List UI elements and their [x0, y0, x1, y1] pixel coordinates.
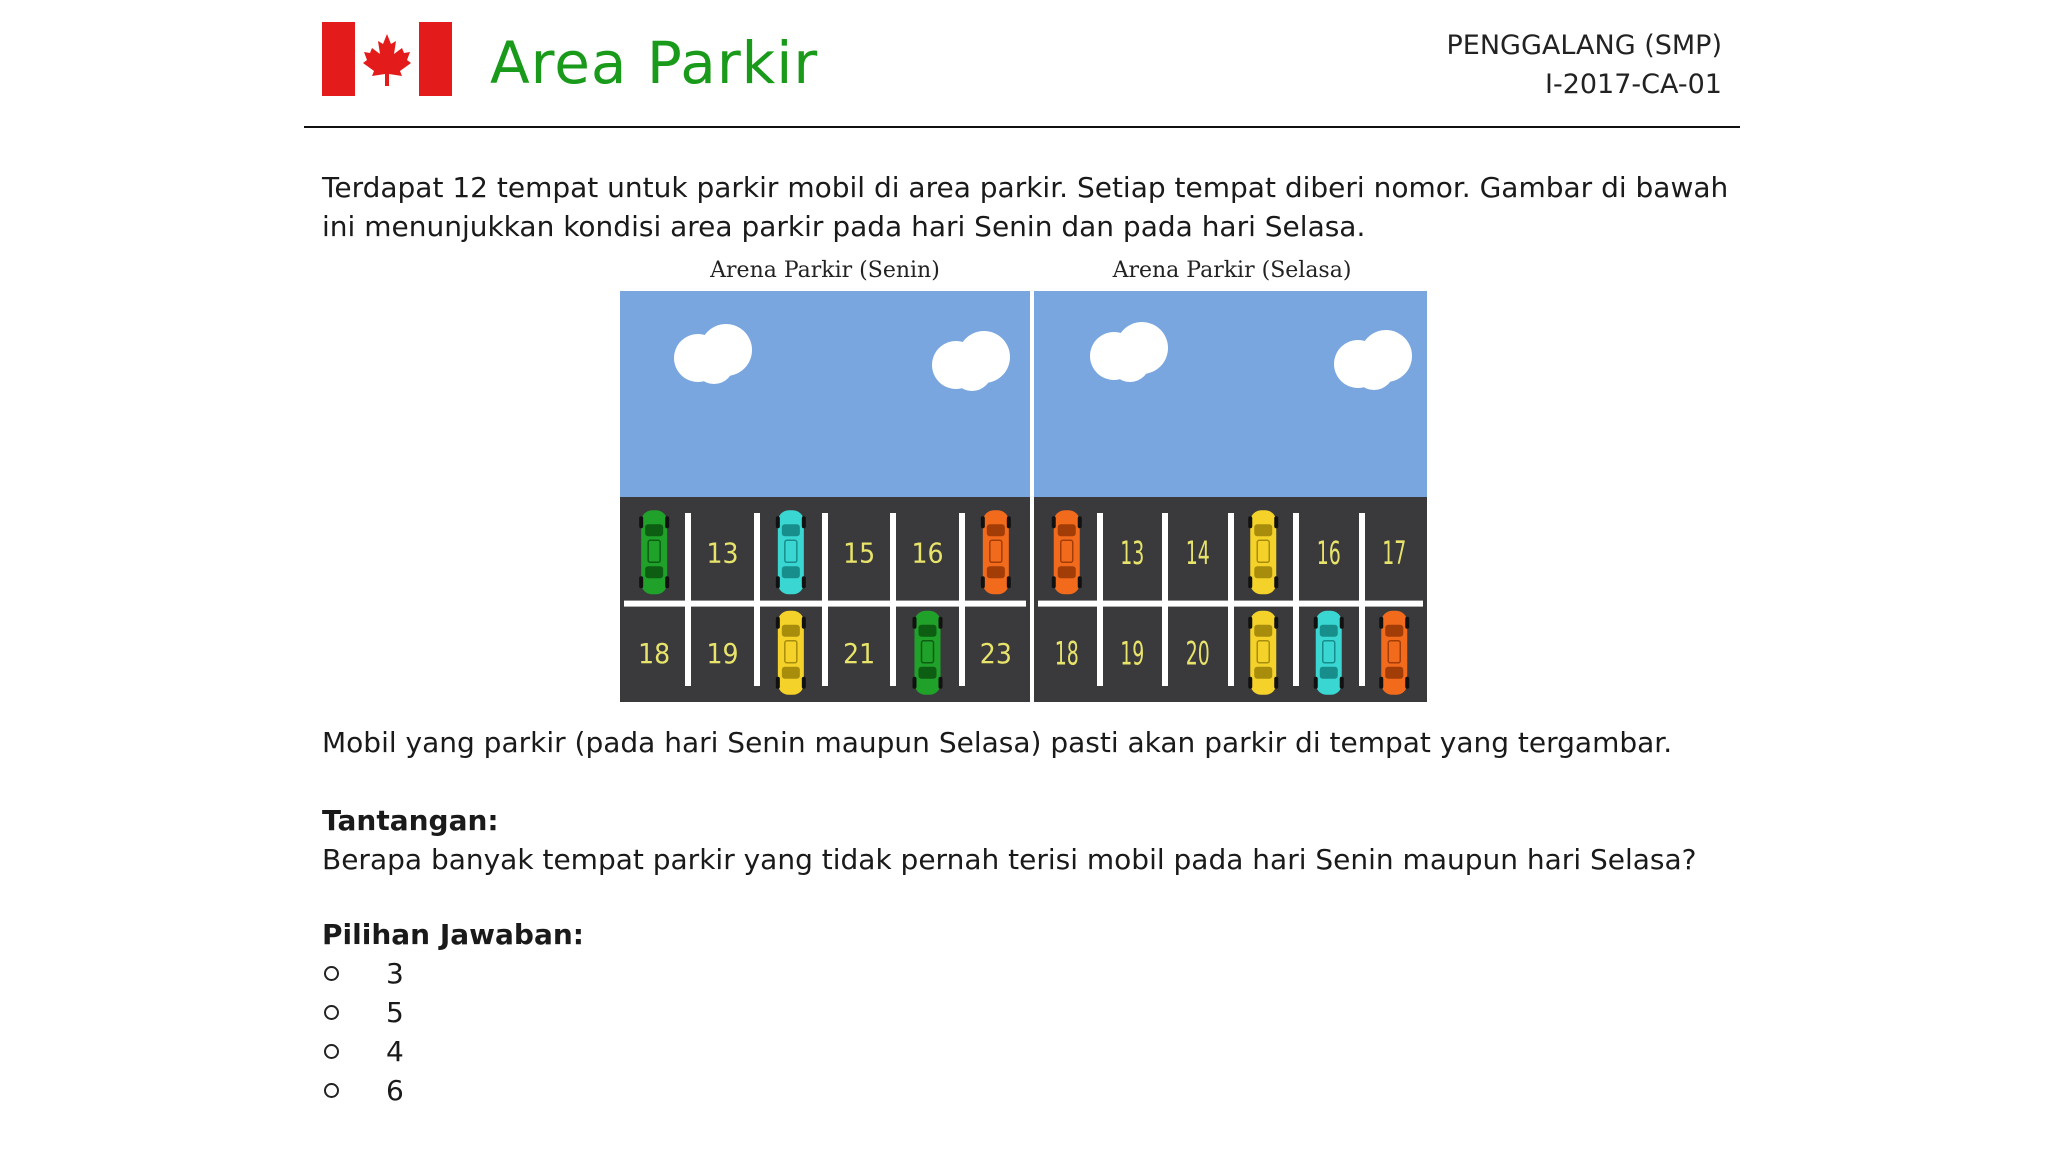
monday-caption: Arena Parkir (Senin) — [710, 258, 940, 283]
parking-lot-monday — [620, 291, 1030, 706]
note-text: Mobil yang parkir (pada hari Senin maupun Selasa) pasti akan parkir di tempat yang tergambar. — [322, 726, 1673, 759]
answer-option[interactable] — [322, 1032, 404, 1071]
car-icon-green — [913, 611, 943, 695]
slot-line — [822, 513, 828, 686]
slot-number: 13 — [706, 536, 739, 570]
answer-option-label: 3 — [386, 957, 404, 990]
car-icon-yellow — [776, 611, 806, 695]
radio-icon[interactable] — [324, 1083, 339, 1098]
radio-icon[interactable] — [324, 1044, 339, 1059]
slot-number: 15 — [843, 536, 876, 570]
car-icon-yellow — [1248, 510, 1278, 594]
slot-line — [754, 513, 760, 686]
parking-lot-tuesday — [1034, 291, 1427, 706]
car-icon-orange — [1379, 611, 1409, 695]
slot-line — [959, 513, 965, 686]
radio-icon[interactable] — [324, 1005, 339, 1020]
answers-heading: Pilihan Jawaban: — [322, 918, 584, 951]
slot-number: 16 — [1316, 535, 1341, 573]
slot-line — [1228, 513, 1234, 686]
answer-option[interactable] — [322, 993, 404, 1032]
challenge-question: Berapa banyak tempat parkir yang tidak pernah terisi mobil pada hari Senin maupun hari Selasa? — [322, 843, 1697, 876]
header-divider — [304, 126, 1740, 128]
answer-option[interactable] — [322, 1071, 404, 1110]
slot-line — [1359, 513, 1365, 686]
car-icon-green — [639, 510, 669, 594]
parking-lot-svg — [1034, 291, 1427, 702]
slot-line — [1293, 513, 1299, 686]
page-title: Area Parkir — [490, 29, 819, 97]
slot-number: 16 — [911, 536, 944, 570]
slot-number: 21 — [843, 636, 876, 670]
car-icon-orange — [981, 510, 1011, 594]
car-icon-cyan — [776, 510, 806, 594]
sky — [1034, 291, 1427, 497]
slot-line — [1097, 513, 1103, 686]
task-info — [1447, 26, 1722, 104]
slot-number: 18 — [638, 636, 671, 670]
parking-lot-svg — [620, 291, 1030, 702]
car-icon-cyan — [1314, 611, 1344, 695]
car-icon-orange — [1052, 510, 1082, 594]
answer-option-label: 5 — [386, 996, 404, 1029]
radio-icon[interactable] — [324, 966, 339, 981]
answer-option-label: 6 — [386, 1074, 404, 1107]
slot-number: 17 — [1382, 535, 1407, 573]
intro-text: Terdapat 12 tempat untuk parkir mobil di area parkir. Setiap tempat diberi nomor. Gambar di bawah ini menunjukkan kondisi area parkir pada hari Senin dan pada hari Selasa. — [322, 171, 1729, 243]
task-code: I-2017-CA-01 — [1545, 69, 1722, 100]
car-icon-yellow — [1248, 611, 1278, 695]
answer-option-label: 4 — [386, 1035, 404, 1068]
sky — [620, 291, 1030, 497]
slot-line — [685, 513, 691, 686]
tuesday-caption: Arena Parkir (Selasa) — [1112, 258, 1352, 283]
slot-number: 20 — [1185, 635, 1210, 673]
slot-line — [890, 513, 896, 686]
slot-number: 13 — [1120, 535, 1145, 573]
slot-number: 19 — [706, 636, 739, 670]
canada-flag-icon — [322, 22, 452, 96]
answer-option[interactable] — [322, 954, 404, 993]
slot-number: 23 — [979, 636, 1012, 670]
level-label: PENGGALANG (SMP) — [1446, 30, 1722, 61]
slot-line — [1162, 513, 1168, 686]
answer-options — [322, 954, 404, 1110]
slot-number: 18 — [1054, 635, 1079, 673]
slot-number: 14 — [1185, 535, 1210, 573]
challenge-heading: Tantangan: — [322, 804, 499, 837]
slot-number: 19 — [1120, 635, 1145, 673]
